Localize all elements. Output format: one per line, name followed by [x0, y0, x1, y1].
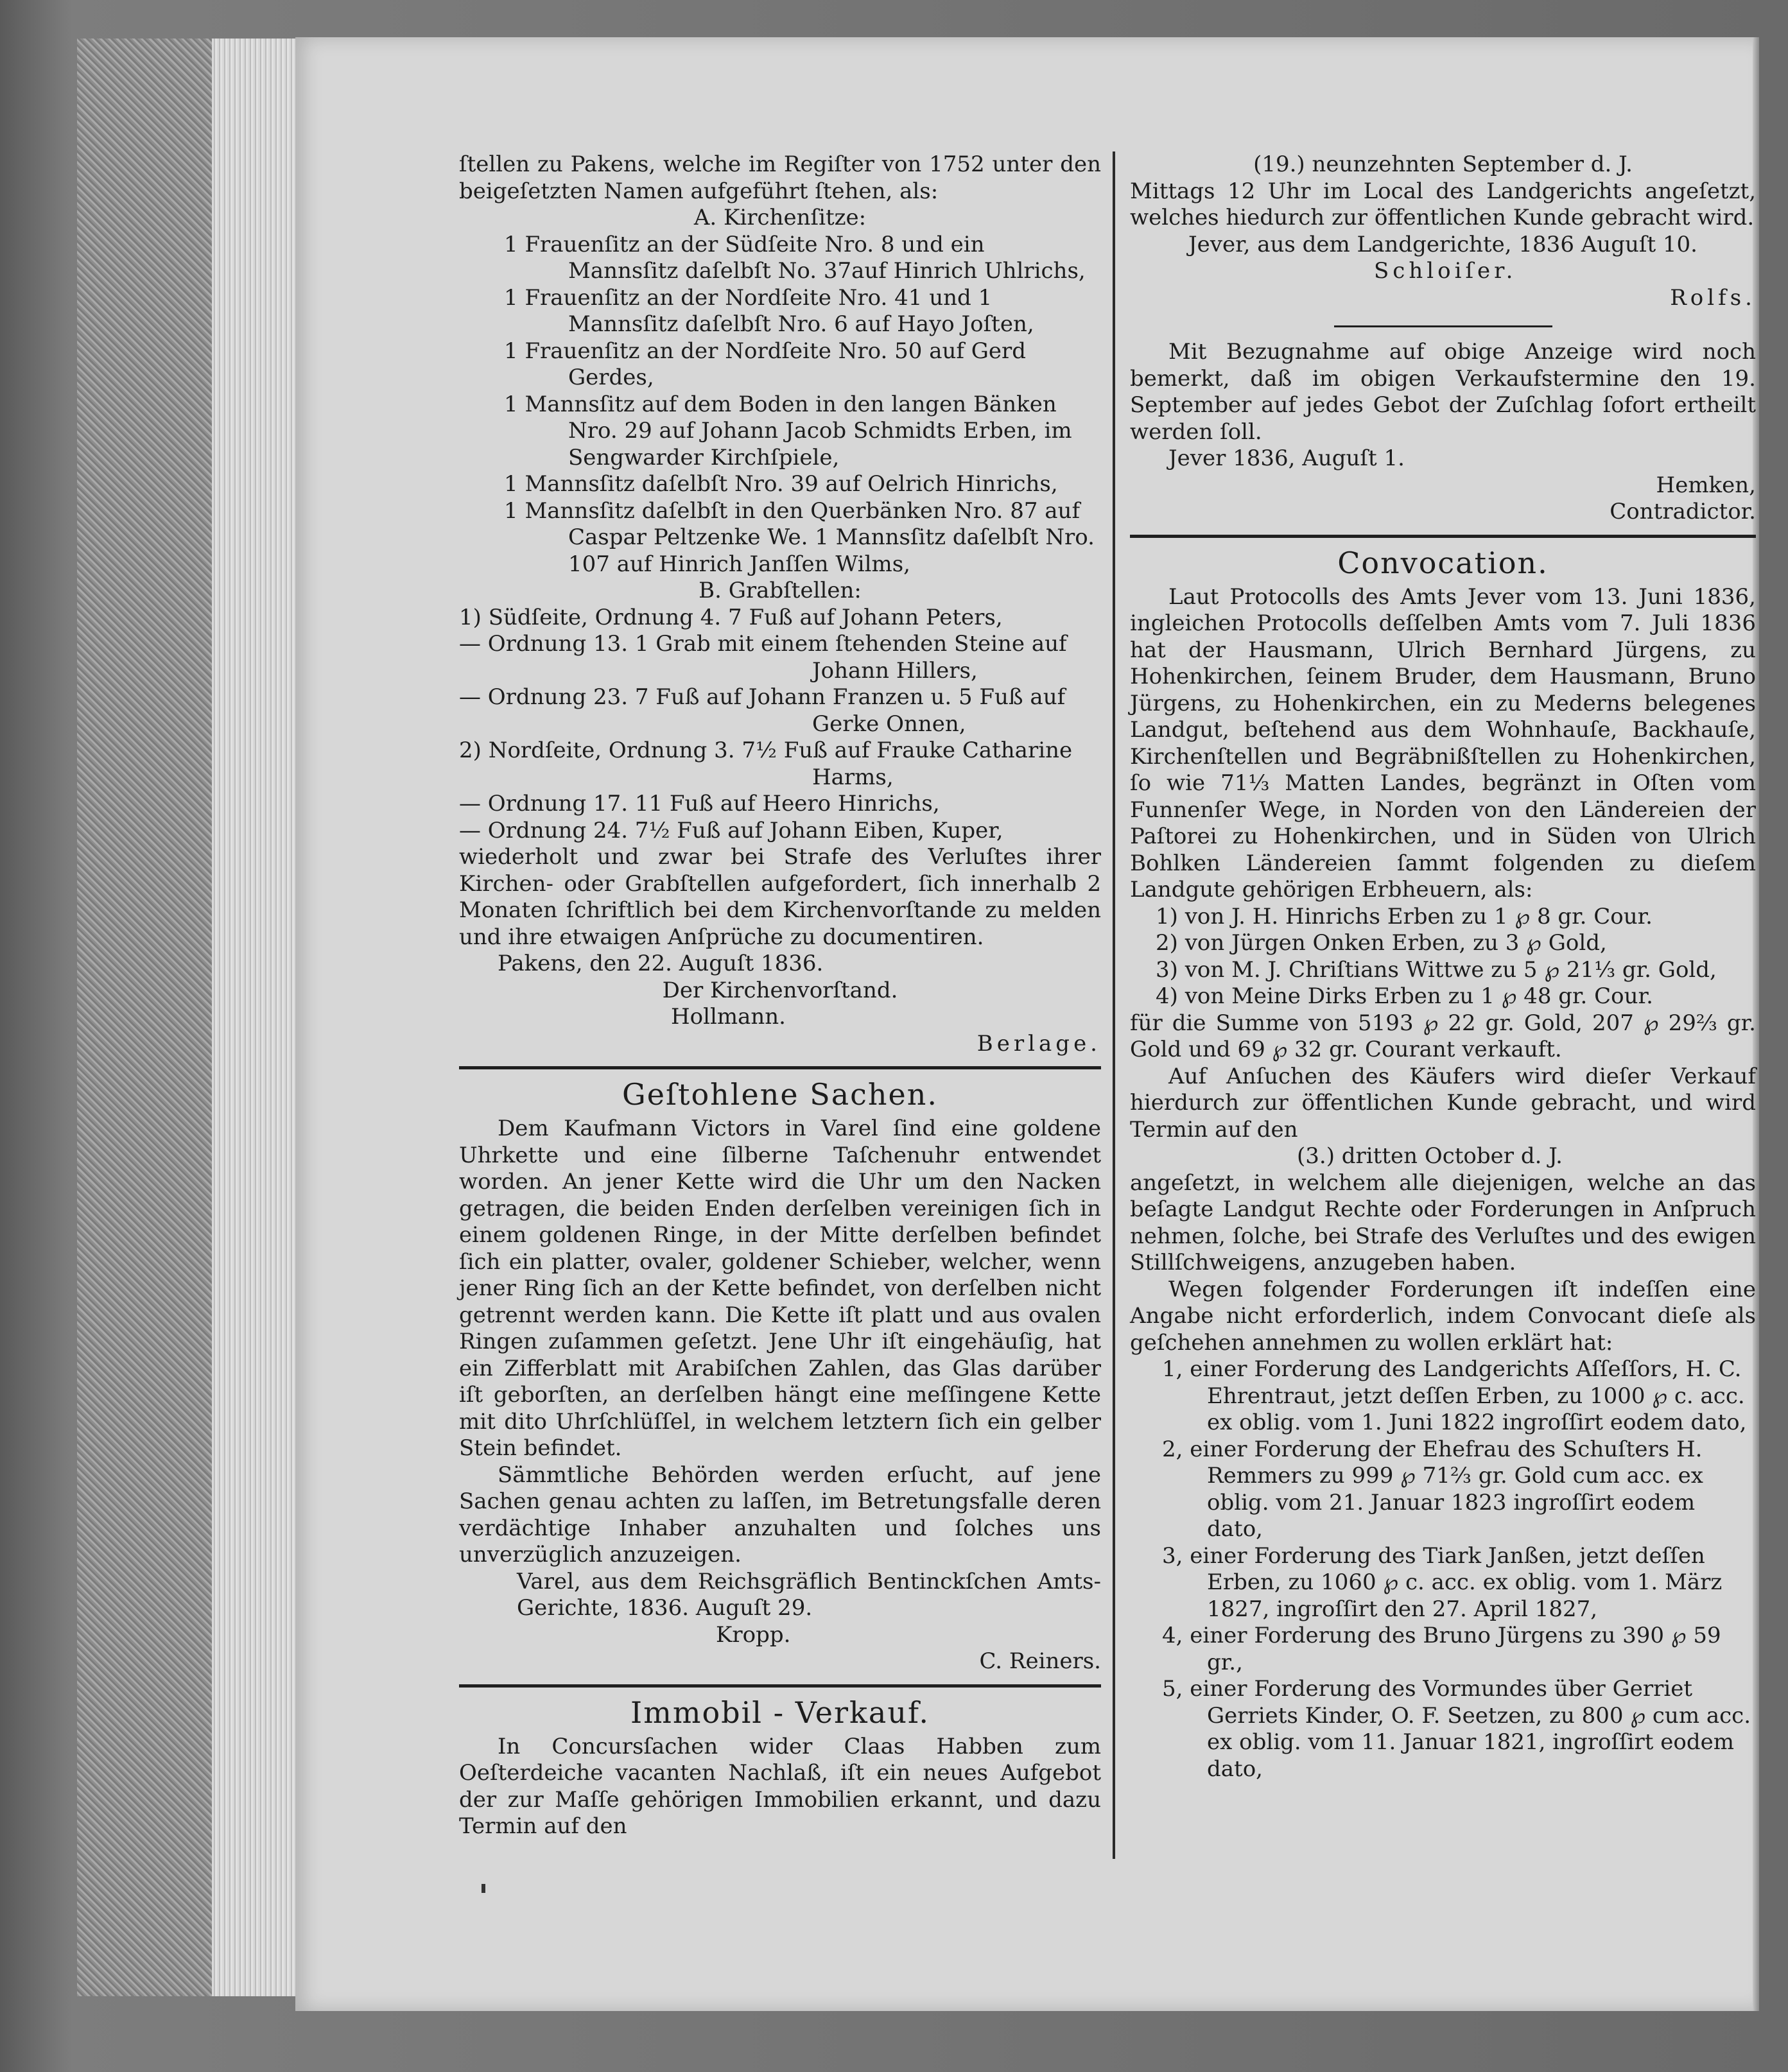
- jever-line: Jever, aus dem Landgerichte, 1836 Auguſt 10.: [1188, 231, 1697, 257]
- stolen-request: Sämmtliche Behörden werden erſucht, auf jene Sachen genau achten zu laſſen, im Betretungsfalle deren verdächtige Inhaber anzuhalten und ſolches uns unverzüglich anzuzeigen.: [459, 1462, 1101, 1567]
- place-date: Pakens, den 22. Auguſt 1836.: [498, 951, 824, 976]
- heuer-item: 3) von M. J. Chriſtians Wittwe zu 5 ℘ 21⅓ gr. Gold,: [1156, 956, 1717, 983]
- signer-rolfs: Rolfs.: [1670, 284, 1756, 311]
- signer-berlage: Berlage.: [976, 1030, 1101, 1057]
- section-b-heading: B. Grabſtellen:: [699, 578, 862, 603]
- notice-text: Mit Bezugnahme auf obige Anzeige wird noch bemerkt, daß im obigen Verkaufstermine den 19. September auf jedes Gebot der Zuſchlag ſofort ertheilt werden ſoll.: [1130, 339, 1756, 445]
- convocation-heading: Convocation.: [1337, 545, 1549, 580]
- forderung-item: 1, einer Forderung des Landgerichts Aſſeſſors, H. C. Ehrentraut, jetzt deſſen Erben, zu 1000 ℘ c. acc. ex oblig. vom 1. Juni 1822 ingroſſirt eodem dato,: [1162, 1356, 1747, 1435]
- signer-kropp: Kropp.: [716, 1621, 791, 1648]
- left-column: [459, 151, 1101, 1840]
- heuer-item: 4) von Meine Dirks Erben zu 1 ℘ 48 gr. Cour.: [1156, 983, 1653, 1009]
- forderung-item: 2, einer Forderung der Ehefrau des Schuſters H. Remmers zu 999 ℘ 71⅔ gr. Gold cum acc. ex oblig. vom 21. Januar 1823 ingroſſirt eodem dato,: [1162, 1436, 1703, 1542]
- termin-line: (3.) dritten October d. J.: [1297, 1143, 1563, 1169]
- forderung-item: 4, einer Forderung des Bruno Jürgens zu 390 ℘ 59 gr.,: [1162, 1623, 1721, 1675]
- right-column: [1130, 151, 1756, 1783]
- notice-signer: Hemken,: [1656, 472, 1756, 498]
- signer-schloiser: Schloiſer.: [1374, 258, 1517, 284]
- seat-item: 1 Mannsſitz daſelbſt Nro. 39 auf Oelrich Hinrichs,: [504, 471, 1058, 497]
- grave-item: — Ordnung 13. 1 Grab mit einem ſtehenden Steine auf Johann Hillers,: [459, 631, 1067, 684]
- grave-item: — Ordnung 23. 7 Fuß auf Johann Franzen u. 5 Fuß auf Gerke Onnen,: [459, 684, 1066, 737]
- notice-role: Contradictor.: [1610, 499, 1756, 524]
- heuer-item: 2) von Jürgen Onken Erben, zu 3 ℘ Gold,: [1156, 930, 1607, 956]
- section-a-heading: A. Kirchenſitze:: [693, 205, 867, 230]
- seat-item: 1 Frauenſitz an der Nordſeite Nro. 50 auf Gerd Gerdes,: [504, 338, 1027, 390]
- seat-item: 1 Frauenſitz an der Nordſeite Nro. 41 und 1 Mannsſitz daſelbſt Nro. 6 auf Hayo Joſten,: [504, 284, 1034, 337]
- termin-body: angeſetzt, in welchem alle diejenigen, welche an das beſagte Landgut Rechte oder Forderungen in Anſpruch nehmen, ſolche, bei Strafe des Verluſtes und des ewigen Stillſchweigens, anzugeben haben.: [1130, 1170, 1756, 1275]
- short-rule: [1334, 325, 1552, 327]
- sum-line: für die Summe von 5193 ℘ 22 gr. Gold, 207 ℘ 29⅔ gr. Gold und 69 ℘ 32 gr. Courant verkauft.: [1130, 1010, 1756, 1062]
- book-cover-edge: [77, 39, 213, 1996]
- intro-text: ſtellen zu Pakens, welche im Regiſter von 1752 unter den beigeſetzten Namen aufgeführt ſtehen, als:: [459, 151, 1101, 204]
- immobil-body: In Concursſachen wider Claas Habben zum Oeſterdeiche vacanten Nachlaß, iſt ein neues Aufgebot der zur Maſſe gehörigen Immobilien erkannt, und dazu Termin auf den: [459, 1733, 1101, 1839]
- signer-hollmann: Hollmann.: [671, 1004, 786, 1030]
- stolen-body: Dem Kaufmann Victors in Varel ſind eine goldene Uhrkette und eine ſilberne Taſchenuhr entwendet worden. An jener Kette wird die Uhr um den Nacken getragen, die beiden Enden derſelben vereinigen ſich in einem goldenen Ringe, in der Mitte derſelben befindet ſich ein platter, ovaler, goldener Schieber, welcher, wenn jener Ring ſich an der Kette befindet, von derſelben nicht getrennt werden kann. Die Kette iſt platt und aus ovalen Ringen zuſammen geſetzt. Jene Uhr iſt eingehäuſig, hat ein Zifferblatt mit Arabiſchen Zahlen, das Glas darüber iſt geborſten, an derſelben hängt eine meſſingene Kette mit dito Uhrſchlüſſel, in welchem letztern ſich ein gelber Stein befindet.: [459, 1116, 1101, 1461]
- forderung-item: 3, einer Forderung des Tiark Janßen, jetzt deſſen Erben, zu 1060 ℘ c. acc. ex oblig. vom 1. März 1827, ingroſſirt den 27. April 1827,: [1162, 1542, 1723, 1622]
- signer-reiners: C. Reiners.: [979, 1648, 1101, 1674]
- immobil-heading: Immobil ‑ Verkauf.: [630, 1695, 930, 1730]
- seat-item: 1 Mannsſitz daſelbſt in den Querbänken Nro. 87 auf Caspar Peltzenke We. 1 Mannsſitz daſelbſt Nro. 107 auf Hinrich Janſſen Wilms,: [504, 497, 1095, 577]
- section-rule: [1130, 535, 1756, 538]
- date-line: (19.) neunzehnten September d. J.: [1253, 151, 1633, 177]
- forderung-item: 5, einer Forderung des Vormundes über Gerriet Gerriets Kinder, O. F. Seetzen, zu 800 ℘ cum acc. ex oblig. vom 11. Januar 1821, ingroſſirt eodem dato,: [1162, 1676, 1751, 1782]
- grave-item: 2) Nordſeite, Ordnung 3. 7½ Fuß auf Frauke Catharine Harms,: [459, 738, 1073, 790]
- ink-mark: [482, 1884, 485, 1893]
- stolen-place: Varel, aus dem Reichsgräflich Bentinckſchen Amts- Gerichte, 1836. Auguſt 29.: [517, 1568, 1101, 1621]
- section-rule: [459, 1066, 1101, 1069]
- stolen-heading: Geſtohlene Sachen.: [621, 1077, 938, 1112]
- seat-item: 1 Mannsſitz auf dem Boden in den langen Bänken Nro. 29 auf Johann Jacob Schmidts Erben, im Sengwarder Kirchſpiele,: [504, 391, 1072, 471]
- grave-item: 1) Südſeite, Ordnung 4. 7 Fuß auf Johann Peters,: [459, 604, 1003, 630]
- board-name: Der Kirchenvorſtand.: [662, 977, 898, 1003]
- request-text: Auf Anſuchen des Käufers wird dieſer Verkauf hierdurch zur öffentlichen Kunde gebracht, und wird Termin auf den: [1130, 1063, 1756, 1143]
- heuer-item: 1) von J. H. Hinrichs Erben zu 1 ℘ 8 gr. Cour.: [1156, 903, 1653, 929]
- forderungen-intro: Wegen folgender Forderungen iſt indeſſen eine Angabe nicht erforderlich, indem Convocant dieſe als geſchehen annehmen zu wollen erklärt hat:: [1130, 1276, 1756, 1356]
- convocation-body: Laut Protocolls des Amts Jever vom 13. Juni 1836, ingleichen Protocolls deſſelben Amts vom 7. Juli 1836 hat der Hausmann, Ulrich Bernhard Jürgens, zu Hohenkirchen, ſeinem Bruder, dem Hausmann, Bruno Jürgens, zu Hohenkirchen, ein zu Mederns belegenes Landgut, beſtehend aus dem Wohnhauſe, Backhauſe, Kirchenſtellen und Begräbnißſtellen zu Hohenkirchen, ſo wie 71⅓ Matten Landes, begränzt in Oſten vom Funnenſer Wege, in Norden von den Ländereien der Paſtorei zu Hohenkirchen, und in Süden von Ulrich Bohlken Ländereien ſammt folgenden zu dieſem Landgute gehörigen Erbheuern, als:: [1130, 583, 1756, 902]
- grave-item: — Ordnung 17. 11 Fuß auf Heero Hinrichs,: [459, 791, 940, 816]
- seat-item: 1 Frauenſitz an der Südſeite Nro. 8 und ein Mannsſitz daſelbſt No. 37auf Hinrich Uhlrichs,: [504, 231, 1086, 284]
- column-divider: [1113, 151, 1115, 1859]
- continuation-text: Mittags 12 Uhr im Local des Landgerichts angeſetzt, welches hiedurch zur öffentlichen Kunde gebracht wird.: [1130, 178, 1756, 230]
- closing-text: wiederholt und zwar bei Strafe des Verluſtes ihrer Kirchen- oder Grabſtellen aufgefordert, ſich innerhalb 2 Monaten ſchriftlich bei dem Kirchenvorſtande zu melden und ihre etwaigen Anſprüche zu documentiren.: [459, 844, 1101, 950]
- grave-item: — Ordnung 24. 7½ Fuß auf Johann Eiben, Kuper,: [459, 817, 1003, 843]
- page-stack: [212, 39, 295, 1996]
- notice-date: Jever 1836, Auguſt 1.: [1168, 445, 1405, 471]
- section-rule: [459, 1684, 1101, 1688]
